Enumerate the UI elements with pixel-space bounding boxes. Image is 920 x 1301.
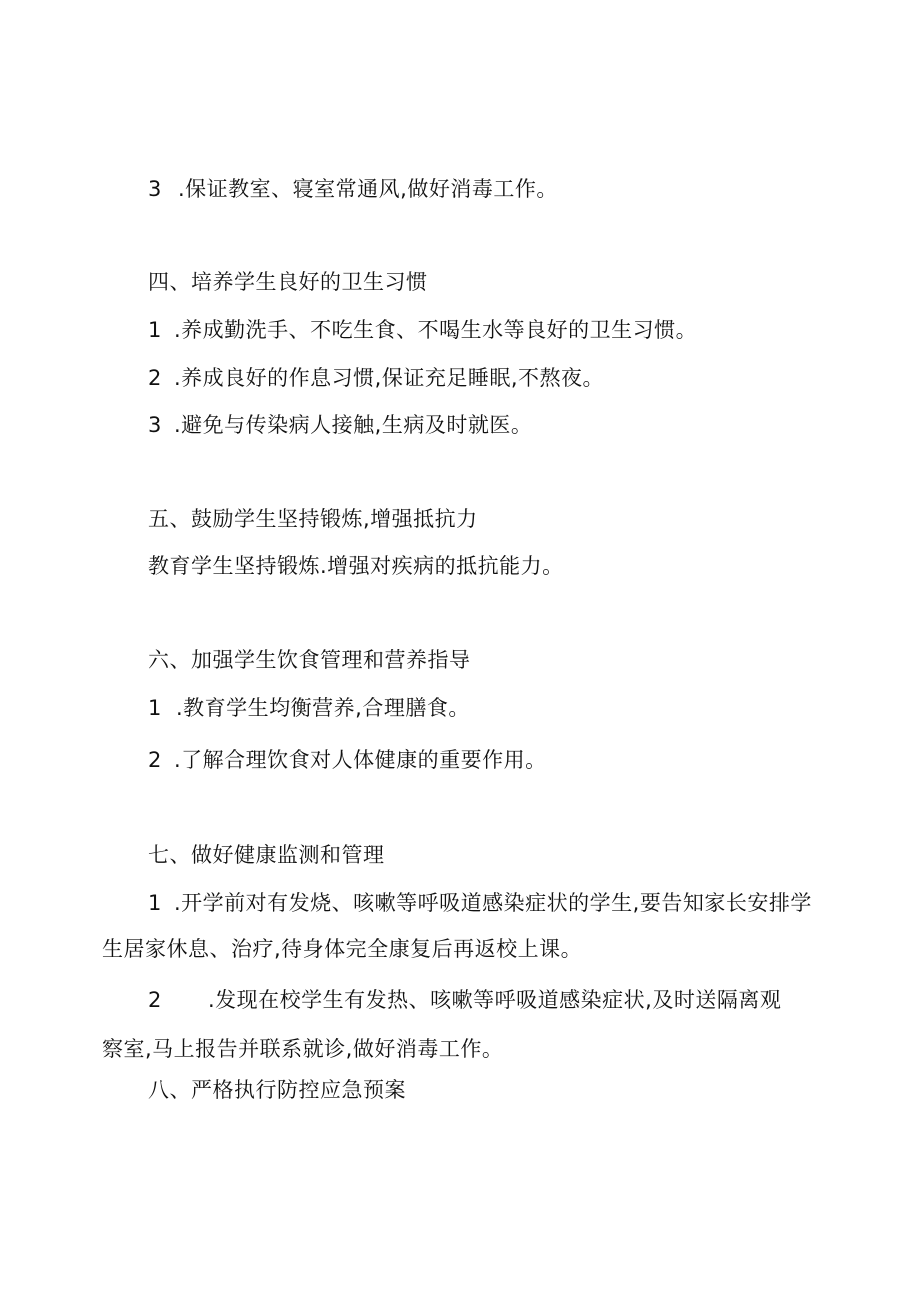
item-number: 2 <box>148 988 162 1012</box>
item-number: 3 <box>148 177 162 201</box>
section-heading: 八、严格执行防控应急预案 <box>148 1078 406 1102</box>
paragraph: 教育学生坚持锻炼.增强对疾病的抵抗能力。 <box>148 554 564 578</box>
item-text: .了解合理饮食对人体健康的重要作用。 <box>174 748 547 772</box>
item-number: 2 <box>148 748 162 772</box>
list-item <box>148 316 697 344</box>
list-item <box>148 746 547 774</box>
section-heading: 六、加强学生饮食管理和营养指导 <box>148 648 471 672</box>
item-number: 2 <box>148 366 162 390</box>
list-item <box>148 175 558 203</box>
item-number: 1 <box>148 318 162 342</box>
item-number: 3 <box>148 413 162 437</box>
list-item <box>148 694 470 722</box>
item-number: 1 <box>148 696 162 720</box>
item-text: .养成勤洗手、不吃生食、不喝生水等良好的卫生习惯。 <box>174 318 698 342</box>
list-item-continuation: 生居家休息、治疗,待身体完全康复后再返校上课。 <box>102 937 583 961</box>
list-item <box>148 986 781 1014</box>
section-heading: 五、鼓励学生坚持锻炼,增强抵抗力 <box>148 507 478 531</box>
item-text: .教育学生均衡营养,合理膳食。 <box>176 696 470 720</box>
list-item <box>148 889 812 917</box>
list-item <box>148 411 532 439</box>
list-item-continuation: 察室,马上报告并联系就诊,做好消毒工作。 <box>102 1037 504 1061</box>
section-heading: 四、培养学生良好的卫生习惯 <box>148 270 428 294</box>
item-text: .养成良好的作息习惯,保证充足睡眠,不熬夜。 <box>174 366 605 390</box>
item-text: .避免与传染病人接触,生病及时就医。 <box>174 413 533 437</box>
item-text: .保证教室、寝室常通风,做好消毒工作。 <box>178 177 558 201</box>
item-text: .开学前对有发烧、咳嗽等呼吸道感染症状的学生,要告知家长安排学 <box>174 891 812 915</box>
list-item <box>148 364 604 392</box>
item-text: .发现在校学生有发热、咳嗽等呼吸道感染症状,及时送隔离观 <box>208 988 782 1012</box>
item-number: 1 <box>148 891 162 915</box>
section-heading: 七、做好健康监测和管理 <box>148 843 385 867</box>
